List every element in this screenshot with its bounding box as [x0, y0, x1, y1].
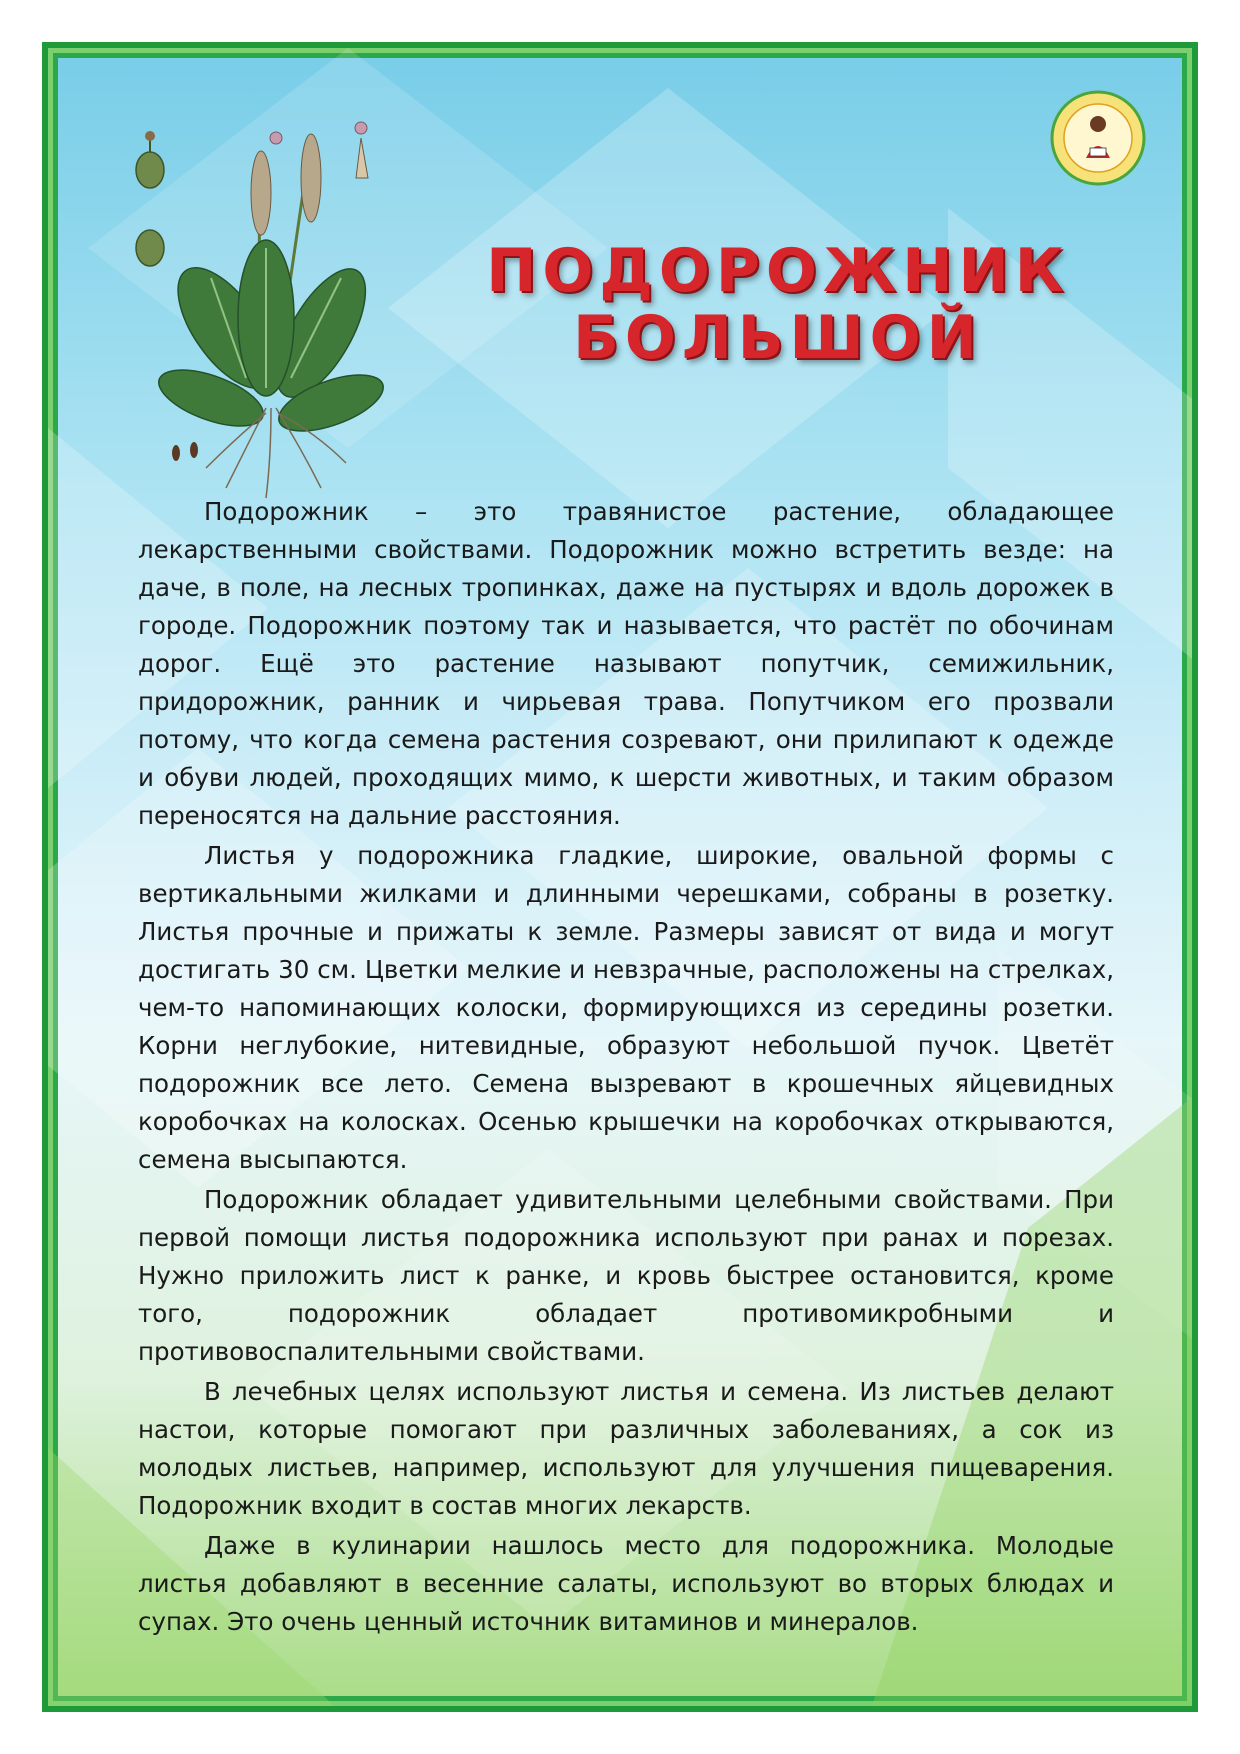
- title-line-1: ПОДОРОЖНИК: [486, 236, 1070, 306]
- title-line-2: БОЛЬШОЙ: [573, 303, 983, 374]
- school-logo-icon: [1050, 90, 1146, 186]
- paragraph: Подорожник – это травянистое растение, обладающее лекарственными свойствами. Подорожник можно встретить везде: на даче, в поле, на лесных тропинках, даже на пустырях и вдоль дорожек в городе. Подорожник поэтому так и называется, что растёт по обочинам дорог. Ещё это растение называют попутчик, семижильник, придорожник, ранник и чирьевая трава. Попутчиком его прозвали потому, что когда семена растения созревают, они прилипают к одежде и обуви людей, проходящих мимо, к шерсти животных, и таким образом переносятся на дальние расстояния.: [138, 497, 1114, 830]
- paragraph: Листья у подорожника гладкие, широкие, овальной формы с вертикальными жилками и длинными черешками, собраны в розетку. Листья прочные и прижаты к земле. Размеры зависят от вида и могут достигать 30 см. Цветки мелкие и невзрачные, расположены на стрелках, чем-то напоминающих колоски, формирующихся из середины розетки. Корни неглубокие, нитевидные, образуют небольшой пучок. Цветёт подорожник все лето. Семена вызревают в крошечных яйцевидных коробочках на колосках. Осенью крышечки на коробочках открываются, семена высыпаются.: [138, 841, 1114, 1174]
- paragraph: Подорожник обладает удивительными целебными свойствами. При первой помощи листья подорожника используют при ранах и порезах. Нужно приложить лист к ранке, и кровь быстрее остановится, кроме того, подорожник обладает противомикробными и противовоспалительными свойствами.: [138, 1185, 1114, 1366]
- article-body: [138, 493, 1114, 1643]
- page-title: [458, 238, 1098, 372]
- paragraph: В лечебных целях используют листья и семена. Из листьев делают настои, которые помогают при различных заболеваниях, а сок из молодых листьев, например, используют для улучшения пищеварения. Подорожник входит в состав многих лекарств.: [138, 1377, 1114, 1520]
- paragraph: Даже в кулинарии нашлось место для подорожника. Молодые листья добавляют в весенние салаты, используют во вторых блюдах и супах. Это очень ценный источник витаминов и минералов.: [138, 1531, 1114, 1636]
- plantain-plant-icon: [116, 78, 416, 508]
- poster-frame: [42, 42, 1198, 1712]
